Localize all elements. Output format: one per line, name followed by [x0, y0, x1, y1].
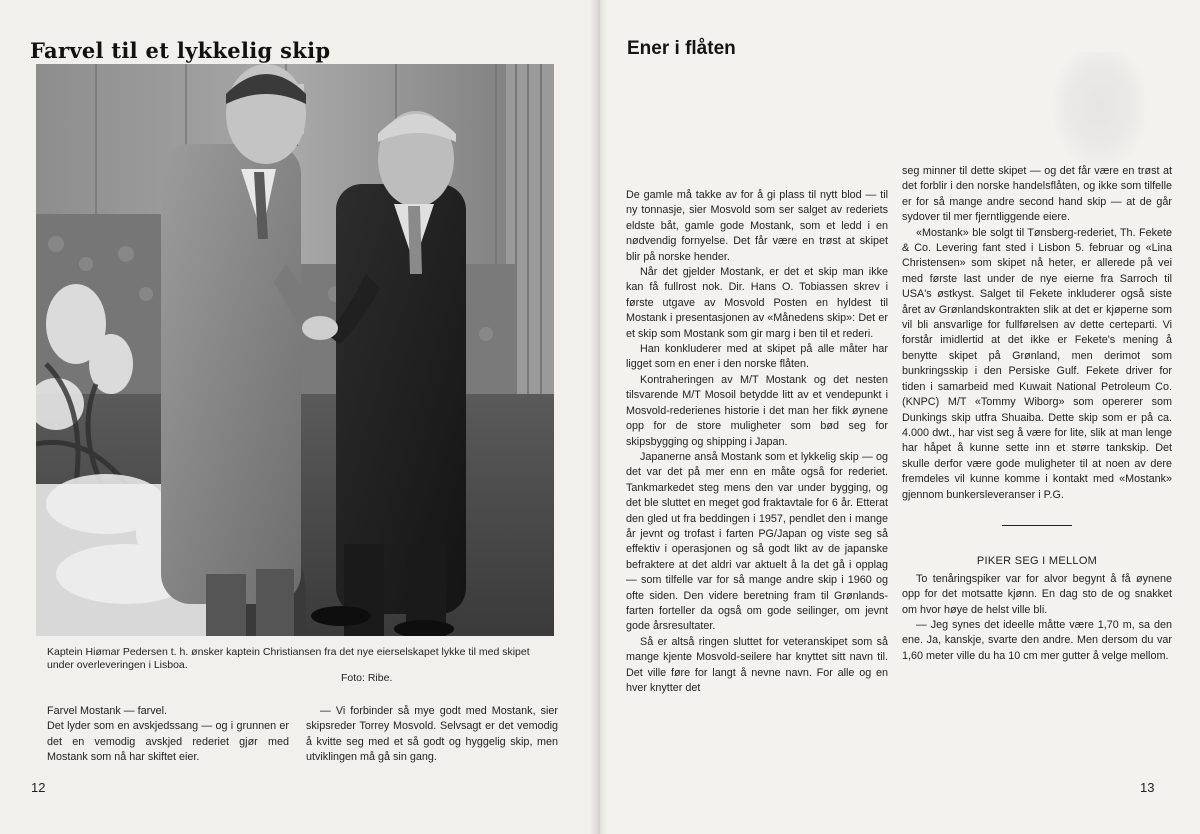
page-number-right: 13 — [1140, 780, 1155, 795]
section-divider — [1002, 525, 1072, 527]
photo-credit: Foto: Ribe. — [341, 672, 393, 684]
page-gutter — [590, 0, 608, 834]
right-headline: Ener i flåten — [627, 38, 736, 59]
left-headline: Farvel til et lykkelig skip — [30, 38, 331, 63]
section-subheading: PIKER SEG I MELLOM — [976, 555, 1098, 568]
paragraph: Kontraheringen av M/T Mostank og det nesten tilsvarende M/T Mosoil betydde litt av et vendepunkt i Mosvold-rederienes historie i det man her fikk øynene opp for de store muligheter som bød seg for skipsbygging og shipping i Japan. — [626, 373, 888, 448]
paragraph: seg minner til dette skipet — og det får være en trøst at det forblir i den norske handelsflåten, og ikke som tilfelle er for så mange andre second hand skip — at de går sydover til mer fjerntliggende eiere. — [902, 165, 1172, 224]
left-column-2 — [306, 704, 558, 766]
paragraph: Japanerne anså Mostank som et lykkelig skip — og det var det på mer enn en måte også for rederiet. Tankmarkedet steg mens den var under bygging, og det ble sluttet en meget god fraktavtale for 6 år. Etterat den gled ut fra beddingen i 1957, pendlet den i mange år jevnt og trofast i farten PG/Japan og viste seg så effektiv i operasjonen og så godt likt av de japanske befraktere at det aldri var aktuelt å la det gå i opplag — som tilfelle var for så mange andre skip i 1960 og ofte siden. Den videre beretning fram til Grønlands-farten forteller da også om gode seilinger, om jevnt gode årsresultater. — [626, 450, 888, 633]
paragraph: Det lyder som en avskjedssang — og i grunnen er det en vemodig avskjed rederiet gjør med Mostank som nå har skiftet eier. — [47, 720, 289, 764]
paragraph: — Vi forbinder så mye godt med Mostank, sier skipsreder Torrey Mosvold. Selvsagt er det vemodig å kvitte seg med et så godt og hyggelig skip, men utviklingen må gå sin gang. — [306, 705, 558, 764]
right-column-2 — [902, 164, 1172, 664]
page-number-left: 12 — [31, 780, 46, 795]
paragraph: «Mostank» ble solgt til Tønsberg-rederiet, Th. Fekete & Co. Levering fant sted i Lisbon 5. februar og «Lina Christensen» som skipet nå heter, er allerede på vei med første last under de nye eierne fra Sarroch til USA's østkyst. Salget til Fekete inkluderer også siste året av Grønlandskontrakten slik at det er kjøperne som vil bli ansvarlige for fullførelsen av dette certeparti. Vi forstår imidlertid at det ikke er Fekete's mening å benytte skipet på Grønland, men derimot som bunkringsskip i den Persiske Gulf. Fekete driver for tiden i samarbeid med Kuwait National Petroleum Co. (KNPC) M/T «Tommy Wiborg» som opererer som Dunkings skip utfra Shuaiba. Dette skip som er på ca. 4.000 dwt., har vist seg å være for lite, slik at man lenge har håpet å kunne sette inn et større tankskip. Det skulle derfor være gode muligheter til at noen av dere fremdeles vil kunne komme i kontakt med «Mostank» gjennom bunkersleveranser i P.G. — [902, 226, 1172, 501]
photo-caption — [47, 646, 547, 685]
paragraph: Når det gjelder Mostank, er det et skip man ikke kan få fullrost nok. Dir. Hans O. Tobiassen skrev i første utgave av Mosvold Posten en hyldest til Mostank i presentasjonen av «Månedens skip»: Det er et skip som Mostank som gir marg i ben til et rederi. — [626, 266, 888, 340]
show-through-portrait — [1050, 52, 1150, 172]
paragraph: Han konkluderer med at skipet på alle måter har ligget som en ener i den norske flåten. — [626, 343, 888, 371]
photo-handshake-icon — [36, 64, 554, 636]
paragraph: To tenåringspiker var for alvor begynt å få øynene opp for det motsatte kjønn. En dag sto de og snakket om hvor høye de helst ville bli. — [902, 572, 1172, 616]
caption-text: Kaptein Hiømar Pedersen t. h. ønsker kaptein Christiansen fra det nye eierselskapet lykke til med skipet under overleveringen i Lisboa. — [47, 646, 530, 671]
right-column-1 — [626, 188, 888, 696]
paragraph: Så er altså ringen sluttet for veteranskipet som så mange kjente Mosvold-seilere har knyttet sitt navn til. Det ville føre for langt å nevne navn. For alle og en hver knytter det — [626, 635, 888, 694]
left-column-1 — [47, 704, 289, 766]
paragraph: De gamle må takke av for å gi plass til nytt blod — til ny tonnasje, sier Mosvold som ser salget av rederiets eldste båt, gamle gode Mostank, som et ledd i en nødvendig fornyelse. Det får være en trøst at skipet blir på norske hender. — [626, 189, 888, 263]
paragraph: Farvel Mostank — farvel. — [47, 705, 167, 717]
photo-handshake — [36, 64, 554, 636]
paragraph: — Jeg synes det ideelle måtte være 1,70 m, sa den ene. Ja, kanskje, svarte den andre. Men dersom du var 1,60 meter ville du ha 10 cm mer gutter å velge mellom. — [902, 619, 1172, 662]
